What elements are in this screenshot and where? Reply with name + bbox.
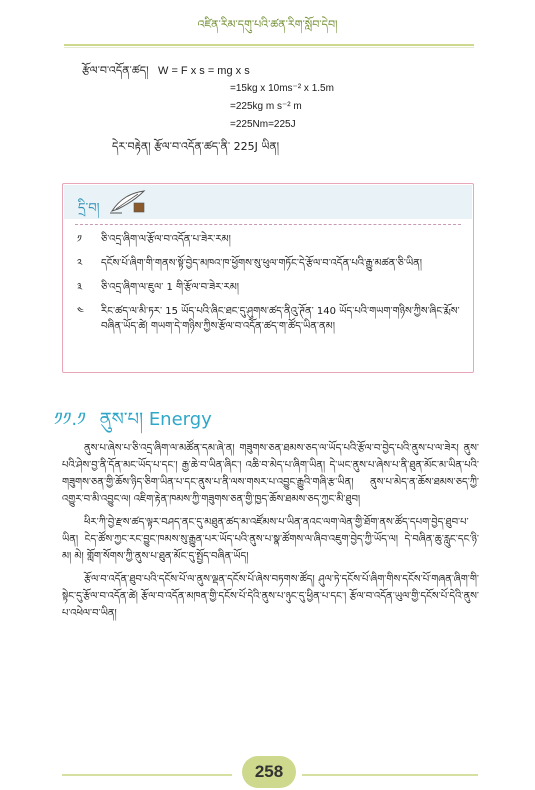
section-number: ༡༡.༡	[54, 409, 86, 430]
question-item	[77, 280, 461, 295]
question-box	[62, 183, 474, 373]
question-box-label: དྲི་བ།	[78, 201, 100, 216]
running-header-title: འཛིན་རིམ་དགུ་པའི་ཚན་རིག་སློབ་དེབ།	[197, 18, 338, 31]
footer-rule-right	[302, 774, 478, 776]
formula-step: =225kg m s⁻² m	[230, 101, 302, 112]
footer-rule-left	[62, 774, 232, 776]
formula: W = F x s = mg x s	[158, 65, 250, 77]
paragraph: ཕིར་ཀི་བྱེ་རྫས་ཚད་ལྟར་བཤད་ནང་དུ་མཐུན་ཚད་མ་འཛོམས་པ་ཡིན་ནའང་ལག་ལེན་གྱི་ཐོག་ནས་ཚོད་དཔག་བྱེད་ཐུབ་པ་ཡིན། ངེད་ཚོས་ཀྱང་རང་བྱུང་ཁམས་སུ་རྒྱུན་པར་ཡོད་པའི་ནུས་པ་སྣ་ཚོགས་ལ་ཞིབ་འཇུག་བྱེད་ཀྱི་ཡོད་ལ། དེ་བཞིན་ཆུ་རླུང་དང་ཉི་མ། མེ། གློག་སོགས་ཀྱི་ནུས་པ་ཐུན་མོང་དུ་སྤྱོད་བཞིན་ཡོད།	[62, 517, 479, 562]
question-number: ༤	[77, 306, 84, 317]
question-box-divider	[75, 224, 461, 225]
formula-step: =15kg x 10ms⁻² x 1.5m	[230, 83, 334, 94]
body-text	[62, 440, 479, 628]
question-number: ༣	[77, 282, 83, 293]
paragraph: ནུས་པ་ཞེས་པ་ཅི་འདྲ་ཞིག་ལ་མཚོན་དམ་ཞེ་ན། གཟུགས་ཅན་ཐམས་ཅད་ལ་ཡོད་པའི་རྩོལ་བ་བྱེད་པའི་ནུས་པ་ལ་ཟེར། ནུས་པའི་ཤེས་བྱ་ནི་དོན་མང་ཡོད་པ་དང་། རྒྱ་ཆེ་བ་ཡིན་ཞིང་། འཆི་བ་མེད་པ་ཞིག་ཡིན། དེ་ཡང་ནུས་པ་ཞེས་པ་ནི་ཐུན་མོང་མ་ཡིན་པའི་གཟུགས་ཅན་གྱི་ཆོས་ཉིད་ཅིག་ཡིན་པ་དང་ནུས་པ་ནི་ལས་གསར་པ་འབྱུང་རྒྱུའི་གཞི་རྩ་ཡིན། ནུས་པ་མེད་ན་ཆོས་ཐམས་ཅད་ཀྱི་འགྱུར་བ་མི་འབྱུང་ལ། འཇིག་རྟེན་ཁམས་ཀྱི་གཟུགས་ཅན་གྱི་ཁྱད་ཆོས་ཐམས་ཅད་ཀྱང་མི་ཐུབ།	[62, 443, 479, 505]
question-text: ཅི་འདྲ་ཞིག་ལ་ཇུལ་ 1 གི་རྩོལ་བ་ཟེར་རམ།	[101, 282, 239, 293]
paragraph: རྩོལ་བ་འདོན་ཐུབ་པའི་དངོས་པོ་ལ་ནུས་ལྡན་དངོས་པོ་ཞེས་བཏགས་ཚོད། ཤུལ་ཏེ་དངོས་པོ་ཞིག་གིས་དངོས་པོ་གཞན་ཞིག་གི་སྟེང་དུ་རྩོལ་བ་འདོན་ཚེ། རྩོལ་བ་འདོན་མཁན་གྱི་དངོས་པོ་དེའི་ནུས་པ་ཉུང་དུ་ཕྱིན་པ་དང་། རྩོལ་བ་འདོན་ཡུལ་གྱི་དངོས་པོ་དེའི་ནུས་པ་འཕེལ་བ་ཡིན།	[62, 574, 479, 619]
question-box-header	[64, 185, 472, 219]
question-item	[77, 304, 461, 334]
question-item	[77, 256, 461, 271]
question-text: རིང་ཚད་ལ་མི་ཏར་ 15 ཡོད་པའི་ཞིང་ཐང་དུ་ཤུགས་ཚད་ནིའུ་ཊོན་ 140 ཡོད་པའི་གཡག་གཉིས་ཀྱིས་ཞིང་རྨོས་བཞིན་ཡོད་ཚེ། གཡག་དེ་གཉིས་ཀྱིས་རྩོལ་བ་འདོན་ཚད་ག་ཚོད་ཡིན་ནམ།	[101, 306, 460, 332]
question-item	[77, 232, 461, 247]
formula-lead: རྩོལ་བ་འདོན་ཚད།	[82, 64, 149, 77]
question-number: ༢	[77, 258, 83, 269]
section-title-english: Energy	[148, 409, 212, 430]
header-rule	[64, 44, 474, 46]
quill-pen-icon	[108, 189, 148, 215]
question-number: ༡	[77, 234, 82, 245]
formula-answer: དེར་བརྟེན། རྩོལ་བ་འདོན་ཚད་ནི་ 225J ཡིན།	[112, 140, 280, 153]
worked-example	[82, 62, 334, 156]
question-list	[77, 232, 461, 343]
header-rule-thin	[64, 47, 474, 48]
page-number: 258	[242, 756, 296, 788]
question-text: དངོས་པོ་ཞིག་གི་གནས་སྟོ་བྱེད་མཁའ་ཁ་ཕྱོགས་སུ་ཕུལ་གཏོང་དེ་རྩོལ་བ་འདོན་པའི་རྒྱུ་མཚན་ཅི་ཡིན།	[101, 258, 423, 269]
section-title-tibetan: ནུས་པ།	[99, 409, 144, 430]
formula-step: =225Nm=225J	[230, 119, 296, 130]
formula-row	[82, 62, 334, 80]
question-text: ཅི་འདྲ་ཞིག་ལ་རྩོལ་བ་འདོན་པ་ཟེར་རམ།	[101, 234, 231, 245]
